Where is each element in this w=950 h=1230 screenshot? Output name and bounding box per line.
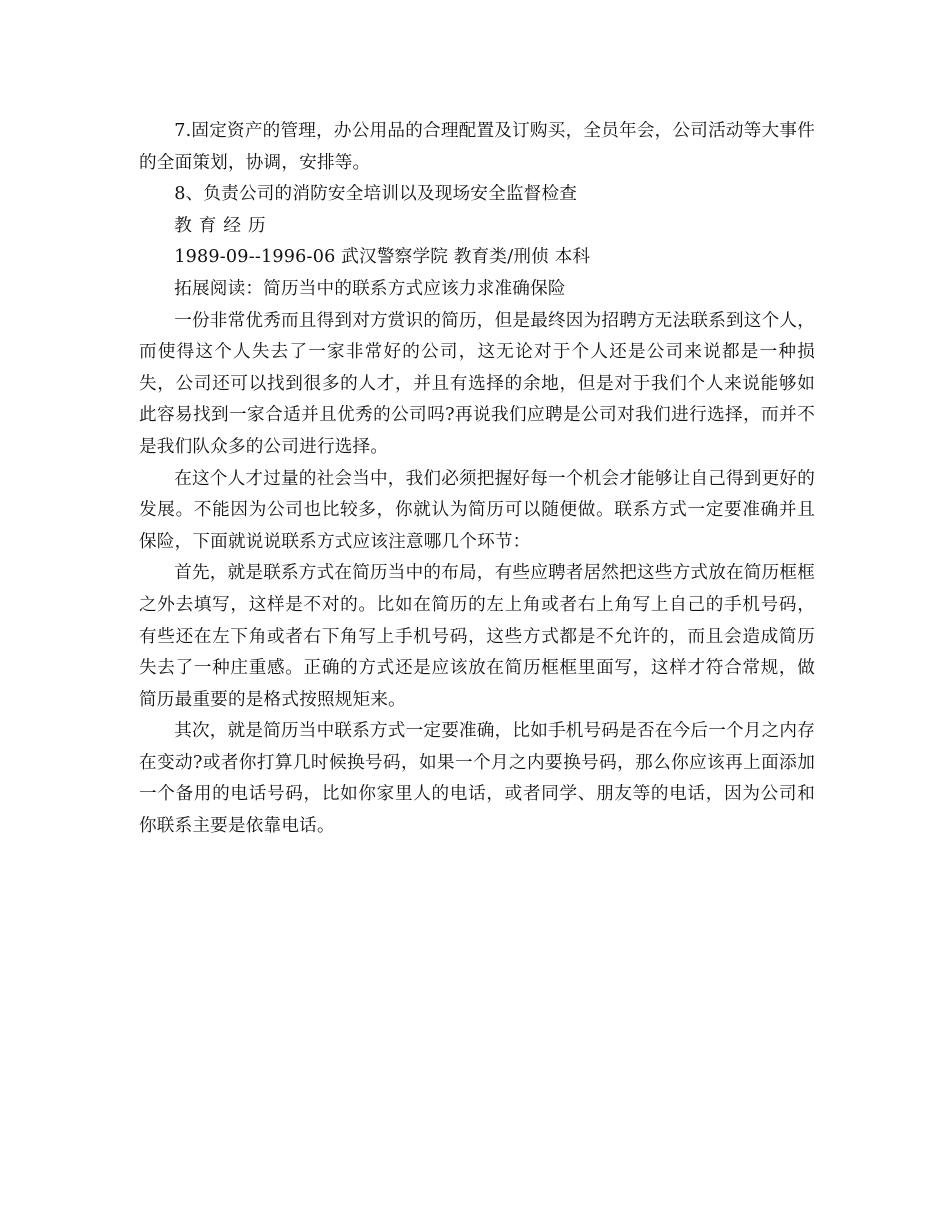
paragraph-second-accuracy: 其次，就是简历当中联系方式一定要准确，比如手机号码是否在今后一个月之内存在变动?或者你打算几时候换号码，如果一个月之内要换号码，那么你应该再上面添加一个备用的电话号码，比如你家里人的电话，或者同学、朋友等的电话，因为公司和你联系主要是依靠电话。	[139, 721, 815, 837]
paragraph-fire-safety: 8、负责公司的消防安全培训以及现场安全监督检查	[174, 184, 578, 205]
paragraph-intro: 一份非常优秀而且得到对方赏识的简历，但是最终因为招聘方无法联系到这个人，而使得这个人失去了一家非常好的公司，这无论对于个人还是公司来说都是一种损失，公司还可以找到很多的人才，并且有选择的余地，但是对于我们个人来说能够如此容易找到一家合适并且优秀的公司吗?再说我们应聘是公司对我们进行选择，而并不是我们队众多的公司进行选择。	[139, 310, 815, 457]
extended-reading-title: 拓展阅读：简历当中的联系方式应该力求准确保险	[174, 278, 566, 299]
section-heading-education: 教育经历	[174, 215, 273, 236]
paragraph-first-layout: 首先，就是联系方式在简历当中的布局，有些应聘者居然把这些方式放在简历框框之外去填写，这样是不对的。比如在简历的左上角或者右上角写上自己的手机号码，有些还在左下角或者右下角写上手机号码，这些方式都是不允许的，而且会造成简历失去了一种庄重感。正确的方式还是应该放在简历框框里面写，这样才符合常规，做简历最重要的是格式按照规矩来。	[139, 563, 815, 710]
document-page	[139, 116, 815, 843]
education-entry: 1989-09--1996-06 武汉警察学院 教育类/刑侦 本科	[174, 247, 591, 268]
paragraph-asset-management: 7.固定资产的管理，办公用品的合理配置及订购买，全员年会，公司活动等大事件的全面策划，协调，安排等。	[139, 121, 815, 173]
paragraph-society: 在这个人才过量的社会当中，我们必须把握好每一个机会才能够让自己得到更好的发展。不能因为公司也比较多，你就认为简历可以随便做。联系方式一定要准确并且保险，下面就说说联系方式应该注意哪几个环节：	[139, 468, 815, 552]
